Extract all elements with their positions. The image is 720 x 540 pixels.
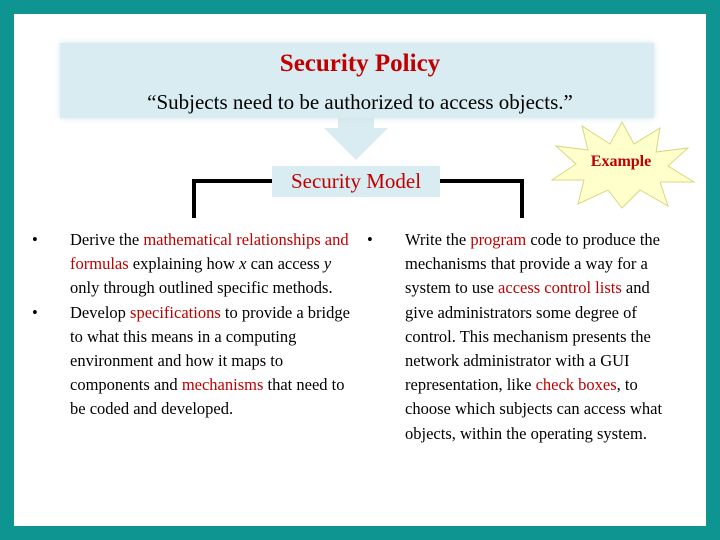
right-bracket-line (440, 181, 522, 218)
down-arrow-icon (324, 118, 388, 160)
security-model-box (272, 166, 440, 197)
list-item: • Derive the mathematical relationships and formulas explaining how x can access y only through outlined specific methods. (30, 228, 350, 301)
left-bracket-line (194, 181, 272, 218)
security-policy-quote: “Subjects need to be authorized to access objects.” (147, 90, 573, 114)
list-item: • Write the program code to produce the mechanisms that provide a way for a system to use access control lists and give administrators some degree of control. This mechanism presents the network administrator with a GUI representation, like check boxes, to choose which subjects can access what objects, within the operating system. (365, 228, 677, 446)
security-model-label: Security Model (290, 169, 422, 193)
model-bullet-list (30, 228, 350, 422)
example-bullet-list (365, 228, 677, 446)
example-label: Example (590, 153, 652, 170)
list-item: • Develop specifications to provide a bridge to what this means in a computing environment and how it maps to components and mechanisms that need to be coded and developed. (30, 301, 350, 422)
security-policy-title: Security Policy (279, 50, 441, 77)
